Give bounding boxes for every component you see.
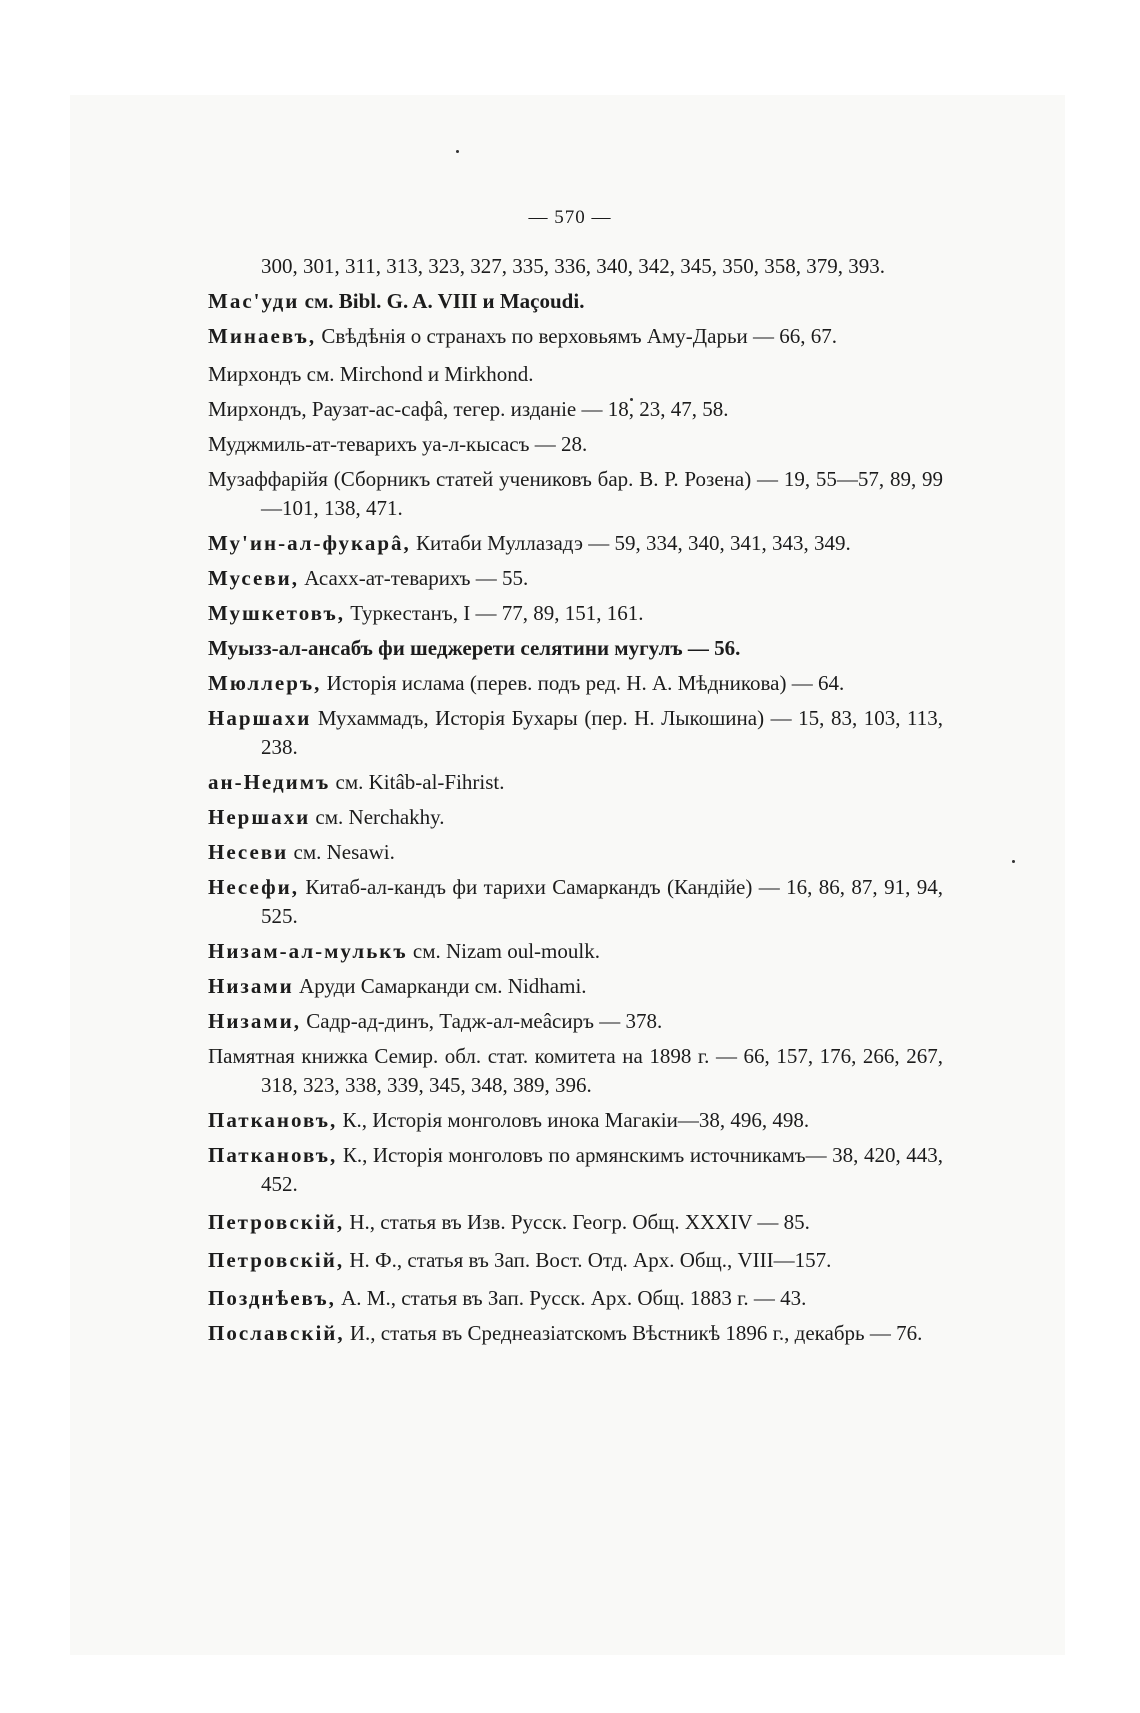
index-entry	[208, 395, 943, 424]
entry-heading: Мусеви,	[208, 566, 299, 590]
index-entry	[208, 669, 943, 698]
index-entry	[208, 972, 943, 1001]
index-entry	[208, 529, 943, 558]
entry-text: Памятная книжка Семир. обл. стат. комитета на 1898 г. — 66, 157, 176, 266, 267, 318, 323, 338, 339, 345, 348, 389, 396.	[208, 1044, 943, 1097]
entry-heading: Петровскій,	[208, 1210, 345, 1234]
entry-heading: Паткановъ,	[208, 1143, 338, 1167]
entry-text: см. Nizam oul-moulk.	[407, 939, 600, 963]
entry-text: см. Nerchakhy.	[310, 805, 445, 829]
entry-text: Садр-ад-динъ, Тадж-ал-меâсиръ — 378.	[301, 1009, 663, 1033]
index-entry	[208, 360, 943, 389]
entry-heading: Мас'уди	[208, 289, 300, 313]
index-entry	[208, 1319, 943, 1348]
entry-text: Мирхондъ, Раузат-ас-сафâ, тегер. изданіе — 18, 23, 47, 58.	[208, 397, 729, 421]
entry-heading: Наршахи	[208, 706, 312, 730]
entry-text: А. М., статья въ Зап. Русск. Арх. Общ. 1883 г. — 43.	[335, 1286, 807, 1310]
index-entry	[208, 599, 943, 628]
index-entry	[208, 287, 943, 316]
entry-text: Муджмиль-ат-теварихъ уа-л-кысасъ — 28.	[208, 432, 588, 456]
entry-heading: Низами	[208, 974, 294, 998]
entry-heading: Позднѣевъ,	[208, 1286, 336, 1310]
entry-heading: Петровскій,	[208, 1248, 345, 1272]
index-entry	[208, 1141, 943, 1199]
entry-text: 300, 301, 311, 313, 323, 327, 335, 336, 340, 342, 345, 350, 358, 379, 393.	[261, 254, 885, 278]
index-entry	[208, 564, 943, 593]
entry-heading: ан-Недимъ	[208, 770, 331, 794]
entry-text: Асахх-ат-теварихъ — 55.	[299, 566, 529, 590]
entry-text: см. Nesawi.	[288, 840, 395, 864]
entry-heading: Несефи,	[208, 875, 299, 899]
speck-mark	[1012, 860, 1015, 863]
entry-text: К., Исторія монголовъ инока Магакіи—38, 496, 498.	[337, 1108, 810, 1132]
entry-heading: Паткановъ,	[208, 1108, 338, 1132]
entry-text: Китаби Муллазадэ — 59, 334, 340, 341, 343, 349.	[410, 531, 851, 555]
entry-text: Туркестанъ, I — 77, 89, 151, 161.	[345, 601, 644, 625]
entry-heading: Мюллеръ,	[208, 671, 322, 695]
index-entry	[208, 768, 943, 797]
index-entry	[208, 1246, 943, 1275]
entry-text: Аруди Самарканди см. Nidhami.	[293, 974, 587, 998]
entry-text: И., статья въ Среднеазіатскомъ Вѣстникѣ 1896 г., декабрь — 76.	[344, 1321, 923, 1345]
entry-text: Муызз-ал-ансабъ фи шеджерети селятини мугулъ — 56.	[208, 636, 741, 660]
page-number: — 570 —	[528, 207, 612, 228]
entry-heading: Пославскій,	[208, 1321, 345, 1345]
index-entry	[208, 1284, 943, 1313]
index-entry	[208, 430, 943, 459]
index-entries	[208, 252, 943, 1348]
index-entry	[208, 1007, 943, 1036]
index-entry	[208, 1208, 943, 1237]
index-entry	[208, 803, 943, 832]
entry-heading: Несеви	[208, 840, 289, 864]
index-entry	[208, 252, 943, 281]
index-entry	[208, 322, 943, 351]
entry-heading: Нершахи	[208, 805, 311, 829]
index-entry	[208, 937, 943, 966]
entry-text: см. Bibl. G. A. VIII и Maçoudi.	[299, 289, 585, 313]
index-entry	[208, 465, 943, 523]
entry-heading: Мушкетовъ,	[208, 601, 345, 625]
entry-heading: Низам-ал-мулькъ	[208, 939, 408, 963]
index-entry	[208, 1106, 943, 1135]
entry-text: Свѣдѣнія о странахъ по верховьямъ Аму-Дарьи — 66, 67.	[316, 324, 838, 348]
entry-text: Музаффарійя (Сборникъ статей учениковъ бар. В. Р. Розена) — 19, 55—57, 89, 99—101, 138, 471.	[208, 467, 943, 520]
entry-text: Китаб-ал-кандъ фи тарихи Самаркандъ (Кандійе) — 16, 86, 87, 91, 94, 525.	[261, 875, 943, 928]
entry-heading: Минаевъ,	[208, 324, 317, 348]
entry-text: Мухаммадъ, Исторія Бухары (пер. Н. Лыкошина) — 15, 83, 103, 113, 238.	[261, 706, 943, 759]
entry-text: Исторія ислама (перев. подъ ред. Н. А. Мѣдникова) — 64.	[321, 671, 845, 695]
index-entry	[208, 838, 943, 867]
speck-mark	[456, 150, 459, 153]
entry-text: Н. Ф., статья въ Зап. Вост. Отд. Арх. Общ., VIII—157.	[344, 1248, 832, 1272]
index-entry	[208, 704, 943, 762]
index-entry	[208, 873, 943, 931]
entry-text: см. Kitâb-al-Fihrist.	[330, 770, 505, 794]
entry-text: К., Исторія монголовъ по армянскимъ источникамъ— 38, 420, 443, 452.	[261, 1143, 943, 1196]
entry-text: Н., статья въ Изв. Русск. Геогр. Общ. XXXIV — 85.	[344, 1210, 810, 1234]
index-entry	[208, 1042, 943, 1100]
entry-heading: Низами,	[208, 1009, 302, 1033]
entry-heading: Му'ин-ал-фукарâ,	[208, 531, 411, 555]
index-entry	[208, 634, 943, 663]
entry-text: Мирхондъ см. Mirchond и Mirkhond.	[208, 362, 534, 386]
